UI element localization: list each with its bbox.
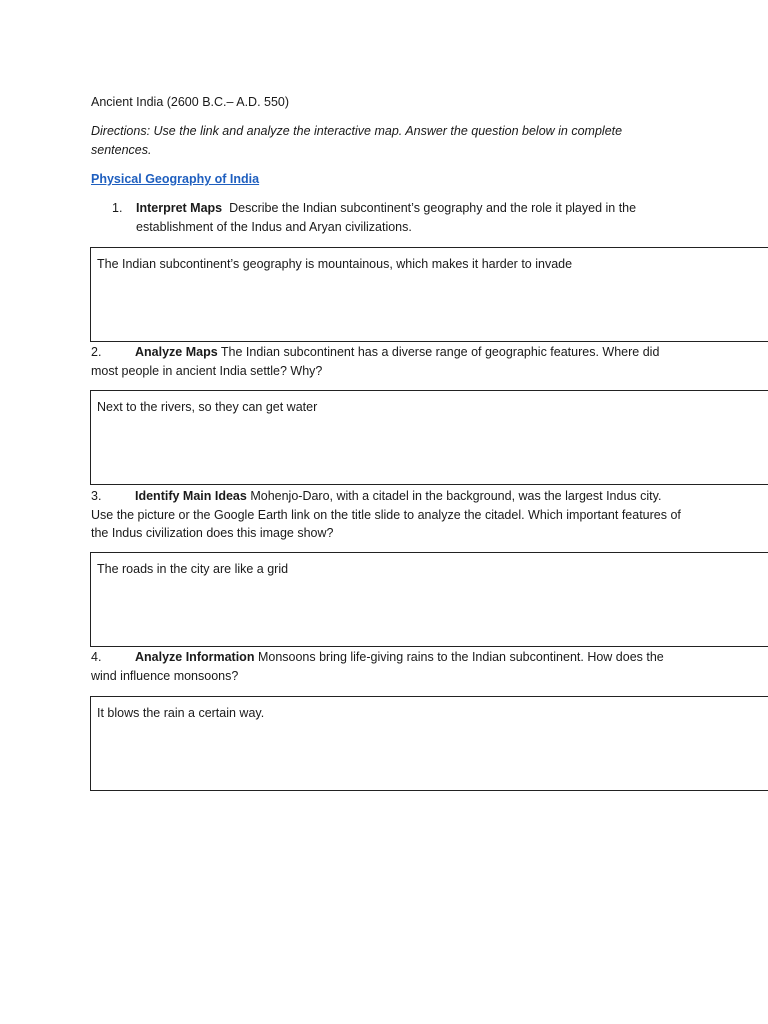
answer-1-text: The Indian subcontinent’s geography is mountainous, which makes it harder to invade <box>97 257 573 271</box>
question-2-text: The Indian subcontinent has a diverse range of geographic features. Where did most people in ancient India settle? Why? <box>91 345 660 378</box>
question-4-text: Monsoons bring life-giving rains to the Indian subcontinent. How does the wind influence monsoons? <box>91 650 664 683</box>
answer-3-text: The roads in the city are like a grid <box>97 562 289 576</box>
question-1 <box>112 199 672 236</box>
question-4-number: 4. <box>91 650 102 664</box>
question-3-number: 3. <box>91 489 102 503</box>
question-4-heading: Analyze Information <box>135 650 255 664</box>
document-title: Ancient India (2600 B.C.– A.D. 550) <box>91 95 290 109</box>
question-3 <box>91 487 681 543</box>
question-1-heading: Interpret Maps <box>136 201 223 215</box>
answer-box-2[interactable] <box>90 390 768 485</box>
answer-box-4[interactable] <box>90 696 768 791</box>
directions-text: Directions: Use the link and analyze the interactive map. Answer the question below in complete sentences. <box>91 124 623 157</box>
question-3-heading: Identify Main Ideas <box>135 489 247 503</box>
question-2 <box>91 343 681 380</box>
question-2-heading: Analyze Maps <box>135 345 218 359</box>
question-1-text: Describe the Indian subcontinent’s geography and the role it played in the establishment of the Indus and Aryan civilizations. <box>136 201 637 234</box>
question-1-number: 1. <box>112 201 123 215</box>
answer-box-1[interactable] <box>90 247 768 342</box>
question-3-text: Mohenjo-Daro, with a citadel in the background, was the largest Indus city. Use the picture or the Google Earth link on the title slide to analyze the citadel. Which important features of the Indus civilization does this image show? <box>91 489 681 540</box>
answer-box-3[interactable] <box>90 552 768 647</box>
physical-geography-link[interactable]: Physical Geography of India <box>91 172 260 186</box>
question-2-number: 2. <box>91 345 102 359</box>
answer-2-text: Next to the rivers, so they can get water <box>97 400 318 414</box>
question-4 <box>91 648 681 685</box>
answer-4-text: It blows the rain a certain way. <box>97 706 265 720</box>
